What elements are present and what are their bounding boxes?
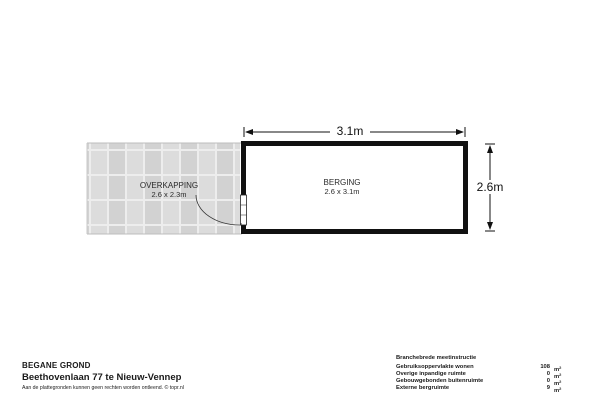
room-label-berging: BERGING [323,178,361,187]
area-unit: $m^2$ [554,379,562,387]
dimension-depth-label: 2.6m [476,180,504,194]
room-size-overkapping: 2.6 x 2.3m [151,190,187,199]
floor-title: BEGANE GROND [22,361,91,370]
dimension-width-label: 3.1m [336,124,364,138]
room-label-overkapping: OVERKAPPING [139,181,199,190]
area-value: 0 [546,378,550,384]
area-label: Overige inpandige ruimte [396,371,466,377]
area-row [396,378,570,385]
area-table-heading: Branchebrede meetinstructie [396,355,477,361]
arrow-down-icon [487,222,493,230]
disclaimer: Aan de plattegronden kunnen geen rechten worden ontleend. © topr.nl [22,385,184,391]
area-value: 9 [546,385,550,391]
arrow-left-icon [245,129,253,135]
dimension-width [244,124,465,138]
area-label: Externe bergruimte [396,385,450,391]
area-value: 108 [540,364,550,370]
dimension-depth [473,144,507,231]
area-unit: $m^2$ [554,365,562,373]
arrow-up-icon [487,145,493,153]
area-row [396,385,570,392]
area-unit: $m^2$ [554,386,562,394]
area-table [396,355,570,392]
door-frame [241,195,247,225]
arrow-right-icon [456,129,464,135]
room-size-berging: 2.6 x 3.1m [324,187,360,196]
area-label: Gebruiksoppervlakte wonen [396,364,474,370]
area-label: Gebouwgebonden buitenruimte [396,378,484,384]
area-row [396,371,570,378]
area-row [396,364,570,371]
area-value: 0 [546,371,550,377]
area-unit: $m^2$ [554,372,562,380]
address: Beethovenlaan 77 te Nieuw-Vennep [22,372,182,383]
